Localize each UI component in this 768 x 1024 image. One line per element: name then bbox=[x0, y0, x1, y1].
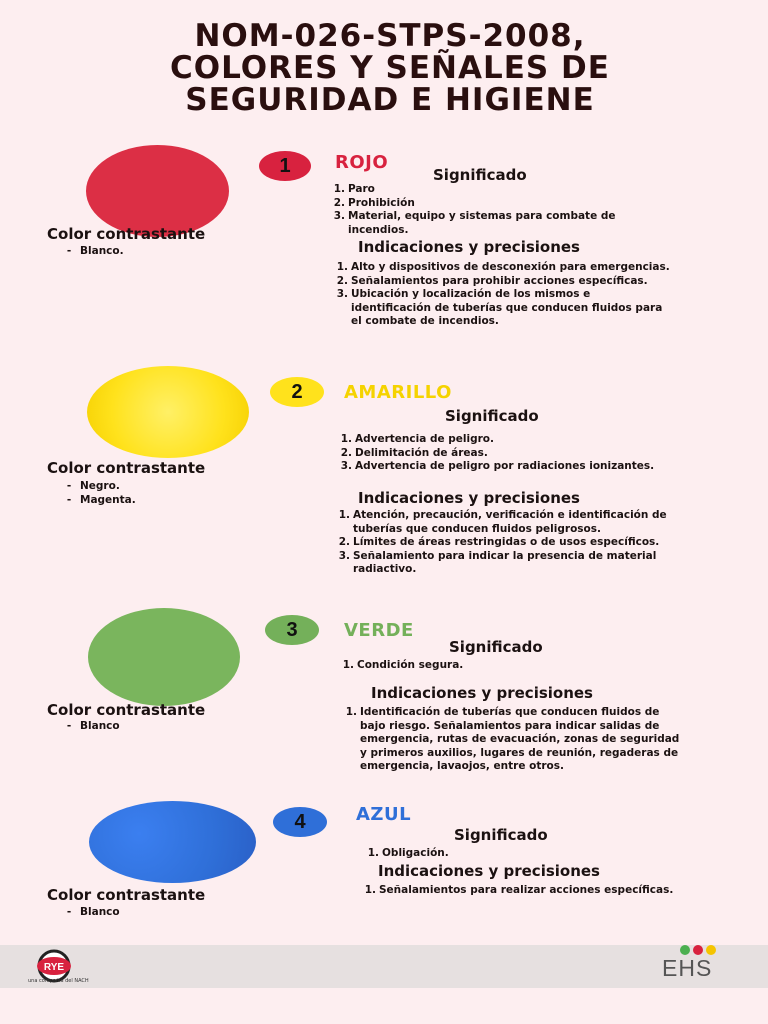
list-item: 1. Obligación. bbox=[367, 847, 449, 859]
list-item: 2. Prohibición bbox=[333, 196, 415, 209]
section-number-badge bbox=[273, 807, 327, 837]
significado-list bbox=[339, 659, 669, 673]
red-cross-icon bbox=[693, 945, 703, 955]
list-item: 1. Condición segura. bbox=[342, 659, 464, 671]
color-name-verde: VERDE bbox=[344, 620, 414, 641]
indicaciones-heading: Indicaciones y precisiones bbox=[358, 238, 580, 256]
contrast-list bbox=[58, 480, 208, 507]
list-item: 2. Señalamientos para prohibir acciones específicas. bbox=[336, 274, 648, 287]
color-name-amarillo: AMARILLO bbox=[344, 382, 452, 403]
section-number: 1 bbox=[279, 154, 291, 177]
indicaciones-list bbox=[361, 884, 681, 898]
contrast-list bbox=[58, 906, 208, 920]
significado-heading: Significado bbox=[445, 407, 539, 425]
list-item: 1. Alto y dispositivos de desconexión para emergencias. bbox=[336, 261, 670, 273]
list-item: 2. Delimitación de áreas. bbox=[340, 446, 488, 459]
list-item: - Magenta. bbox=[66, 493, 136, 506]
blue-color-circle bbox=[89, 801, 256, 883]
section-number: 2 bbox=[291, 380, 303, 403]
list-item: - Blanco bbox=[66, 720, 120, 732]
section-number: 4 bbox=[294, 810, 306, 833]
section-number-badge bbox=[270, 377, 324, 407]
green-color-circle bbox=[88, 608, 240, 706]
green-dot-icon bbox=[680, 945, 690, 955]
color-name-rojo: ROJO bbox=[335, 152, 389, 173]
indicaciones-list bbox=[333, 261, 673, 329]
list-item: 1. Identificación de tuberías que conducen fluidos de bajo riesgo. Señalamientos para indicar salidas de emergencia, rutas de evacuación, zonas de seguridad y primeros auxilios, lugares de reunión, regaderas de emergencia, lavaojos, entre otros. bbox=[345, 706, 680, 772]
section-number: 3 bbox=[286, 618, 298, 641]
list-item: 3. Señalamiento para indicar la presencia de material radiactivo. bbox=[338, 549, 657, 575]
significado-list bbox=[337, 433, 672, 474]
section-number-badge bbox=[259, 151, 311, 181]
contrast-heading: Color contrastante bbox=[47, 886, 206, 904]
title-line-3: SEGURIDAD E HIGIENE bbox=[185, 82, 595, 118]
contrast-heading: Color contrastante bbox=[47, 225, 206, 243]
page-title bbox=[60, 20, 720, 116]
indicaciones-heading: Indicaciones y precisiones bbox=[371, 684, 593, 702]
contrast-heading: Color contrastante bbox=[47, 459, 206, 477]
ehs-logo-text: EHS bbox=[662, 955, 713, 981]
footer-bar bbox=[0, 945, 768, 988]
contrast-list bbox=[58, 245, 208, 259]
section-number-badge bbox=[265, 615, 319, 645]
indicaciones-list bbox=[342, 706, 682, 774]
list-item: 3. Advertencia de peligro por radiaciones ionizantes. bbox=[340, 460, 655, 472]
red-color-circle bbox=[86, 145, 229, 237]
list-item: 3. Material, equipo y sistemas para combate de incendios. bbox=[333, 210, 616, 236]
list-item: - Blanco. bbox=[66, 245, 124, 257]
title-line-1: NOM-026-STPS-2008, bbox=[194, 18, 586, 54]
significado-heading: Significado bbox=[454, 826, 548, 844]
rye-logo-text: RYE bbox=[43, 962, 65, 973]
significado-list bbox=[364, 847, 664, 861]
list-item: 1. Señalamientos para realizar acciones específicas. bbox=[364, 884, 674, 896]
indicaciones-heading: Indicaciones y precisiones bbox=[378, 862, 600, 880]
list-item: 1. Atención, precaución, verificación e identificación de tuberías que conducen fluidos peligrosos. bbox=[338, 509, 667, 535]
list-item: 1. Advertencia de peligro. bbox=[340, 433, 494, 445]
significado-list bbox=[330, 183, 620, 237]
rye-logo-subtitle: una compañía del NACH bbox=[28, 978, 89, 984]
ehs-icons bbox=[680, 945, 716, 955]
contrast-heading: Color contrastante bbox=[47, 701, 206, 719]
title-line-2: COLORES Y SEÑALES DE bbox=[170, 50, 610, 86]
yellow-color-circle bbox=[87, 366, 249, 458]
list-item: - Negro. bbox=[66, 480, 120, 492]
indicaciones-list bbox=[335, 509, 670, 577]
indicaciones-heading: Indicaciones y precisiones bbox=[358, 489, 580, 507]
color-name-azul: AZUL bbox=[356, 804, 412, 825]
contrast-list bbox=[58, 720, 208, 734]
list-item: 1. Paro bbox=[333, 183, 375, 195]
yellow-dot-icon bbox=[706, 945, 716, 955]
list-item: - Blanco bbox=[66, 906, 120, 918]
list-item: 3. Ubicación y localización de los mismos e identificación de tuberías que conducen fluidos para el combate de incendios. bbox=[336, 288, 663, 327]
significado-heading: Significado bbox=[449, 638, 543, 656]
significado-heading: Significado bbox=[433, 166, 527, 184]
list-item: 2. Límites de áreas restringidas o de usos específicos. bbox=[338, 536, 660, 548]
